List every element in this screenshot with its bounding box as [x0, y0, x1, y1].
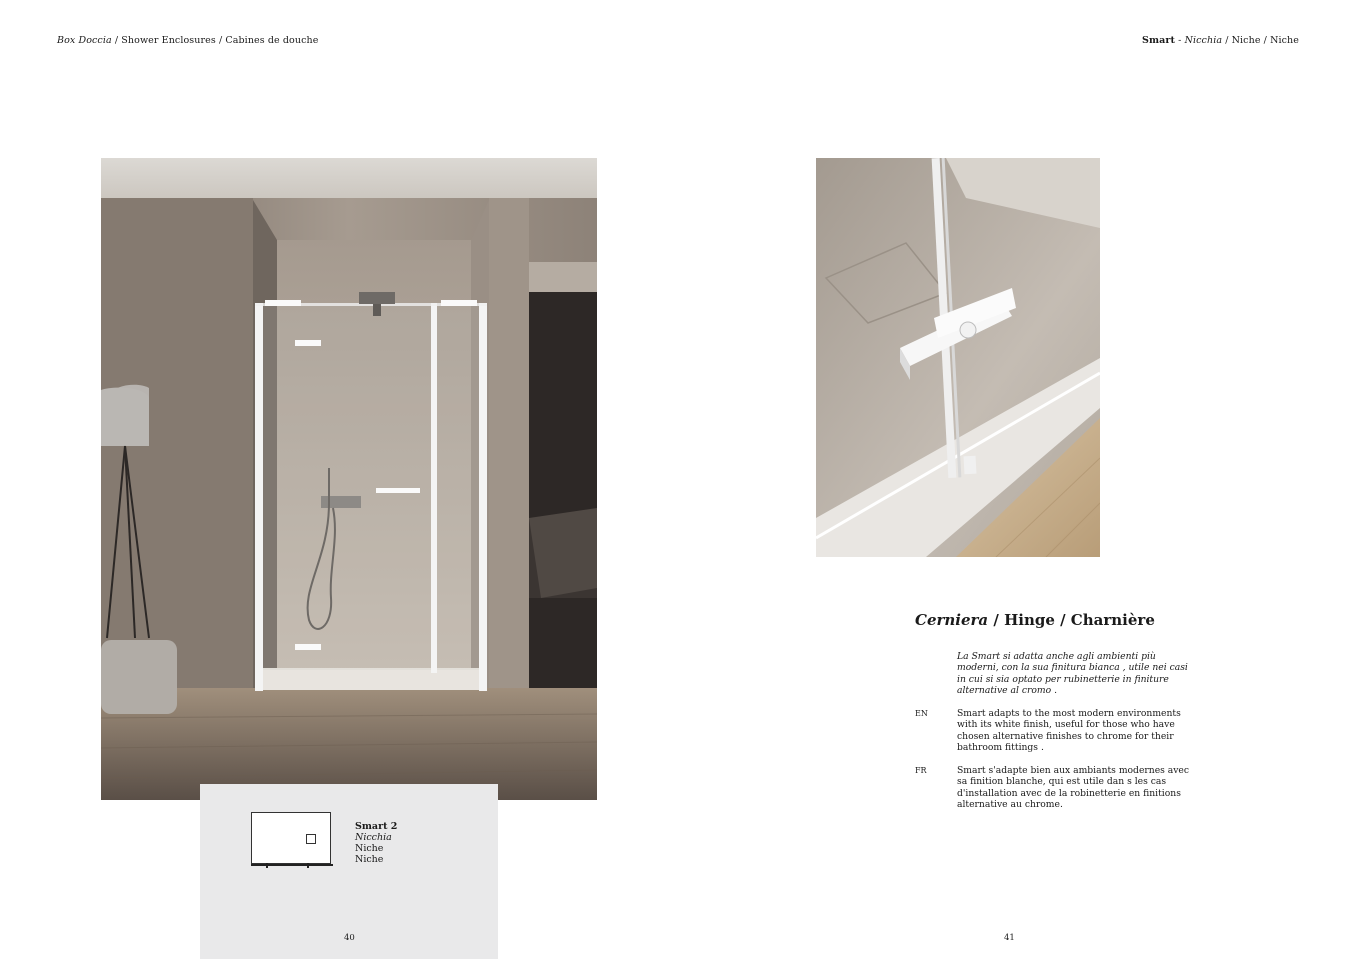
plan-hinge-mark: [266, 863, 268, 868]
section-title-rest: / Hinge / Charnière: [988, 611, 1155, 629]
lang-label-en: EN: [915, 709, 928, 718]
hinge-detail-photo: [816, 158, 1100, 557]
product-label: [355, 821, 397, 865]
description-fr: Smart s'adapte bien aux ambiants modernes avec sa finition blanche, qui est utile dan s les cas d'installation avec de la robinetterie en finitions alternative au chrome.: [957, 765, 1190, 810]
niche-plan-diagram: [251, 812, 331, 864]
product-name: Smart 2: [355, 821, 398, 832]
running-header-left: [57, 35, 318, 46]
product-type-it: Nicchia: [355, 832, 392, 843]
page-number-right: 41: [1004, 933, 1015, 943]
shower-enclosure-photo: [101, 158, 597, 800]
section-title-italic: Cerniera: [915, 611, 989, 629]
section-title: [915, 611, 1155, 629]
lang-label-fr: FR: [915, 766, 927, 775]
product-type-en: Niche: [355, 843, 384, 854]
header-left-rest: / Shower Enclosures / Cabines de douche: [111, 35, 319, 46]
header-right-rest: / Niche / Niche: [1222, 35, 1299, 46]
description-en: Smart adapts to the most modern environments with its white finish, useful for those who have chosen alternative finishes to chrome for their bathroom fittings .: [957, 708, 1181, 753]
page-number-left: 40: [344, 933, 355, 943]
plan-shower-fixture: [306, 834, 316, 844]
header-right-sep: -: [1175, 35, 1185, 46]
product-type-fr: Niche: [355, 854, 384, 865]
header-right-bold: Smart: [1142, 35, 1176, 46]
description-it: La Smart si adatta anche agli ambienti più moderni, con la sua finitura bianca , utile nei casi in cui si sia optato per rubinetterie in finiture alternative al cromo .: [957, 651, 1188, 696]
running-header-right: [1142, 35, 1299, 46]
plan-door-line: [251, 864, 333, 866]
header-left-italic: Box Doccia: [57, 35, 112, 46]
header-right-italic: Nicchia: [1184, 35, 1223, 46]
plan-hinge-mark: [307, 863, 309, 868]
